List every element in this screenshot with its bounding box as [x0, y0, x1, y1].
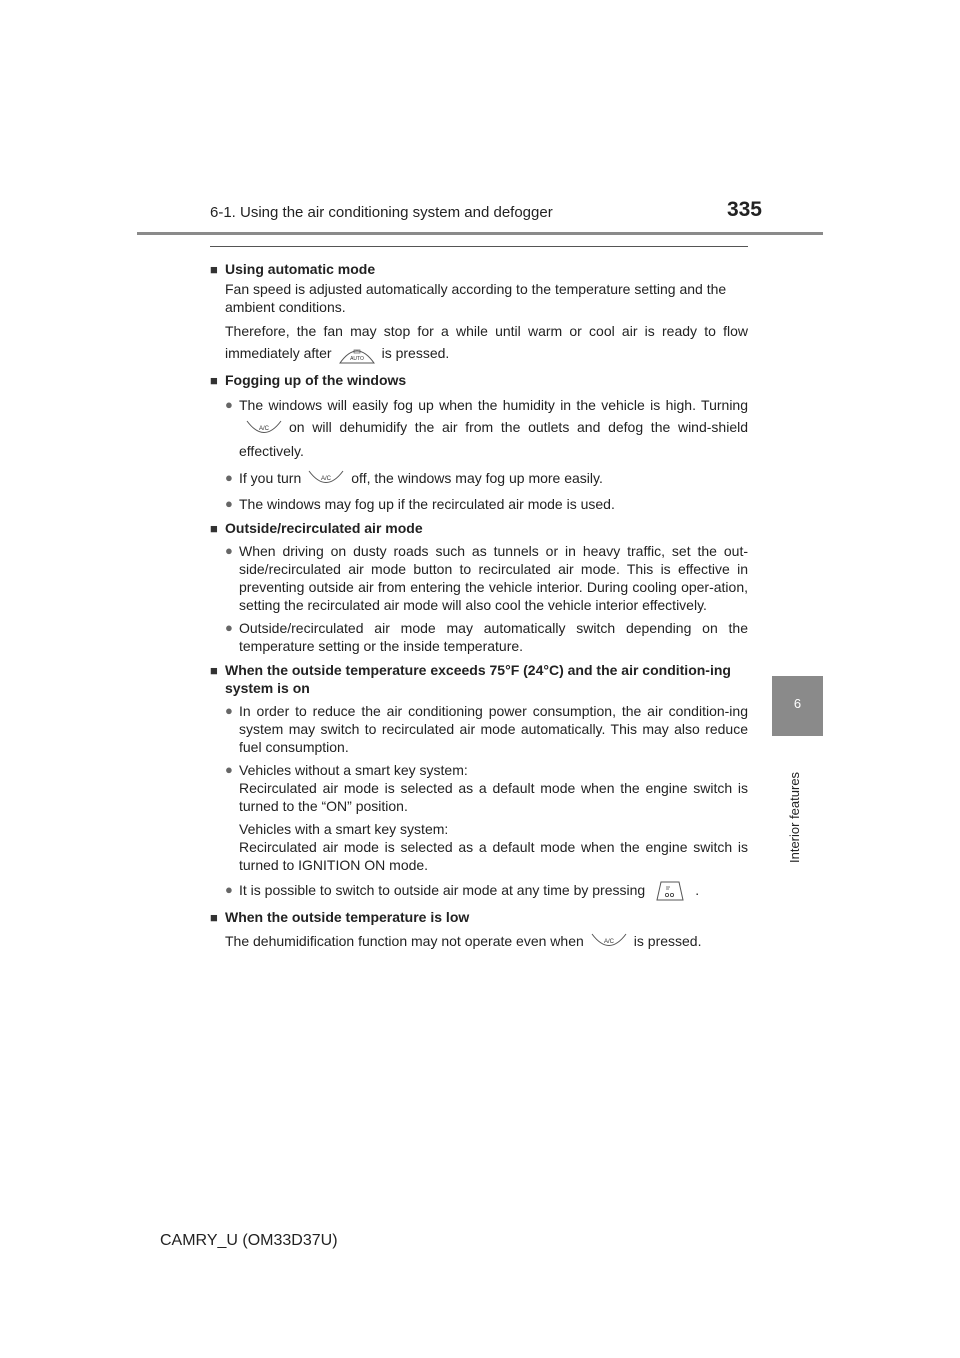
chapter-tab-label	[785, 743, 807, 863]
svg-text:AUTO: AUTO	[349, 356, 364, 363]
section-fogging	[210, 371, 748, 513]
list-item: ● The windows will easily fog up when the humidity in the vehicle is high. Turning A/C on will dehumidify the air from the outlets and defog the wind-shield effectively.	[225, 394, 748, 461]
auto-button-icon	[338, 343, 376, 365]
bullet-icon: ●	[225, 619, 233, 635]
list-item: ● It is possible to switch to outside air mode at any time by pressing .	[225, 879, 748, 902]
ac-button-icon	[245, 418, 283, 440]
ac-button-icon	[307, 468, 345, 490]
ac-button-icon	[590, 931, 628, 953]
chapter-tab-number: 6	[793, 696, 802, 711]
list-item: ● The windows may fog up if the recirculated air mode is used.	[225, 495, 615, 512]
header-rule	[137, 232, 823, 235]
list-item: ● Vehicles without a smart key system: Recirculated air mode is selected as a default mode when the engine switch is turned to the “ON” position. Vehicles with a smart key system: Recirculated air mode is selected as a default mode when the engine switch is turned to IGNITION ON mode.	[225, 761, 748, 873]
section-marker-icon: ■	[210, 910, 218, 926]
bullet-icon: ●	[225, 397, 233, 413]
section-automatic-mode	[210, 260, 748, 365]
footer-model-code: CAMRY_U (OM33D37U)	[160, 1232, 338, 1249]
list-item: ● If you turn A/C off, the windows may fog up more easily.	[225, 467, 748, 490]
section-outside-recirculated	[210, 519, 748, 655]
section-marker-icon: ■	[210, 520, 218, 536]
chapter-title: 6-1. Using the air conditioning system and defogger	[210, 204, 553, 221]
bullet-icon: ●	[225, 542, 233, 558]
chapter-tab-label-text: Interior features	[787, 771, 802, 863]
bullet-icon: ●	[225, 881, 233, 897]
paragraph: The dehumidification function may not operate even when A/C is pressed.	[225, 930, 748, 953]
chapter-tab	[772, 676, 823, 736]
bullet-icon: ●	[225, 702, 233, 718]
section-marker-icon: ■	[210, 373, 218, 389]
svg-text:A/C: A/C	[603, 939, 614, 946]
page-number: 335	[726, 198, 762, 221]
section-marker-icon: ■	[210, 662, 218, 678]
section-title: Using automatic mode	[225, 261, 376, 277]
section-rule	[210, 246, 748, 247]
bullet-icon: ●	[225, 469, 233, 485]
section-title: When the outside temperature exceeds 75°F (24°C) and the air condition-ing system is on	[225, 661, 731, 696]
svg-text:A/C: A/C	[321, 475, 332, 482]
list-item: ● When driving on dusty roads such as tunnels or in heavy traffic, set the out-side/recirculated air mode button to recirculated air mode. This is effective in preventing outside air from entering the vehicle interior. During cooling oper-ation, setting the recirculated air mode will also cool the vehicle interior effectively.	[225, 542, 748, 613]
paragraph: Therefore, the fan may stop for a while until warm or cool air is ready to flow immediately after AUTO is pressed.	[225, 320, 748, 365]
svg-text:A/C: A/C	[258, 425, 270, 432]
section-title: Outside/recirculated air mode	[225, 519, 423, 536]
bullet-icon: ●	[225, 761, 233, 777]
paragraph: Fan speed is adjusted automatically according to the temperature setting and the ambient conditions.	[225, 281, 727, 315]
section-low-temperature	[210, 908, 748, 953]
page-header	[210, 198, 762, 234]
bullet-icon: ●	[225, 495, 233, 511]
section-high-temperature	[210, 661, 748, 902]
list-item: ● In order to reduce the air conditioning power consumption, the air condition-ing system may switch to recirculated air mode automatically. This may also reduce fuel consumption.	[225, 702, 748, 755]
section-marker-icon: ■	[210, 262, 218, 277]
section-title: Fogging up of the windows	[225, 372, 407, 389]
section-title: When the outside temperature is low	[225, 909, 470, 926]
list-item: ● Outside/recirculated air mode may automatically switch depending on the temperature setting or the inside temperature.	[225, 619, 748, 654]
outside-air-button-icon	[651, 880, 689, 902]
page-content	[210, 260, 748, 959]
